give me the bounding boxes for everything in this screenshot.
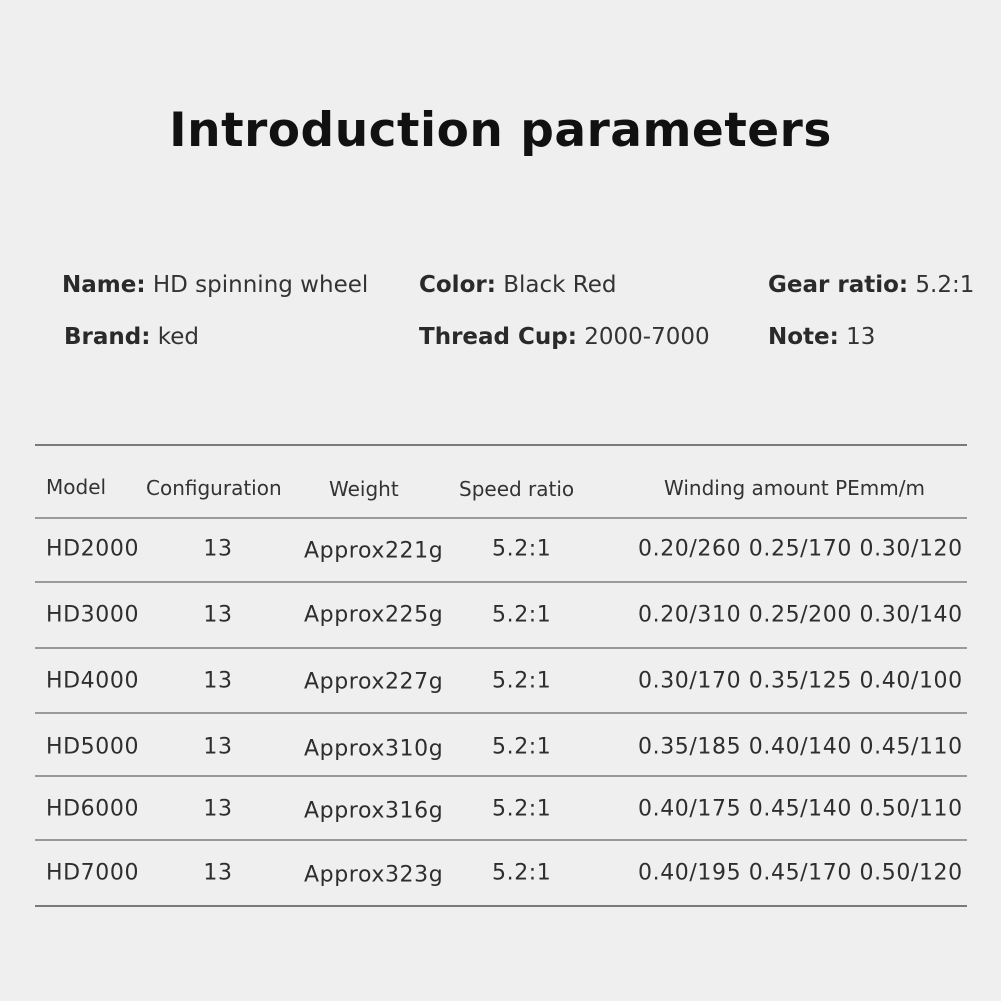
param-thread-cup-value: 2000-7000 (584, 324, 710, 350)
cell-configuration: 13 (203, 734, 233, 760)
cell-configuration: 13 (203, 602, 233, 628)
param-note-key: Note: (768, 324, 839, 350)
cell-configuration: 13 (203, 536, 233, 562)
cell-weight: Approx323g (304, 862, 444, 888)
cell-configuration: 13 (203, 668, 233, 694)
param-gear-ratio-key: Gear ratio: (768, 272, 909, 298)
param-name (62, 272, 368, 298)
param-color (419, 272, 616, 298)
cell-winding-amount: 0.20/310 0.25/200 0.30/140 (638, 602, 963, 628)
cell-winding-amount: 0.30/170 0.35/125 0.40/100 (638, 668, 963, 694)
param-color-key: Color: (419, 272, 496, 298)
cell-model: HD6000 (46, 796, 140, 822)
cell-weight: Approx227g (304, 669, 444, 695)
table-top-rule (35, 444, 967, 446)
param-brand-value: ked (157, 324, 199, 350)
header-weight: Weight (329, 477, 399, 501)
param-thread-cup-key: Thread Cup: (419, 324, 577, 350)
param-brand (64, 324, 199, 350)
cell-model: HD5000 (46, 734, 140, 760)
param-gear-ratio-value: 5.2:1 (915, 272, 975, 298)
cell-speed-ratio: 5.2:1 (492, 734, 552, 760)
table-bottom-rule (35, 905, 967, 907)
header-configuration: Configuration (146, 476, 282, 500)
param-note-value: 13 (846, 324, 876, 350)
cell-weight: Approx221g (304, 538, 444, 564)
header-winding-amount: Winding amount PEmm/m (664, 476, 925, 500)
page-title: Introduction parameters (169, 103, 832, 158)
param-note (768, 324, 875, 350)
table-rule (35, 775, 967, 777)
cell-model: HD7000 (46, 860, 140, 886)
cell-speed-ratio: 5.2:1 (492, 796, 552, 822)
param-gear-ratio (768, 272, 974, 298)
cell-winding-amount: 0.20/260 0.25/170 0.30/120 (638, 536, 963, 562)
header-model: Model (46, 475, 107, 499)
param-brand-key: Brand: (64, 324, 151, 350)
table-rule (35, 647, 967, 649)
cell-speed-ratio: 5.2:1 (492, 602, 552, 628)
cell-weight: Approx316g (304, 798, 444, 824)
cell-configuration: 13 (203, 796, 233, 822)
param-name-key: Name: (62, 272, 146, 298)
table-rule (35, 517, 967, 519)
cell-model: HD4000 (46, 668, 140, 694)
cell-model: HD2000 (46, 536, 140, 562)
cell-weight: Approx310g (304, 736, 444, 762)
cell-speed-ratio: 5.2:1 (492, 668, 552, 694)
cell-winding-amount: 0.40/195 0.45/170 0.50/120 (638, 860, 963, 886)
cell-speed-ratio: 5.2:1 (492, 860, 552, 886)
cell-weight: Approx225g (304, 602, 444, 628)
cell-configuration: 13 (203, 860, 233, 886)
param-name-value: HD spinning wheel (152, 272, 369, 298)
table-rule (35, 839, 967, 841)
cell-winding-amount: 0.40/175 0.45/140 0.50/110 (638, 796, 963, 822)
cell-speed-ratio: 5.2:1 (492, 536, 552, 562)
param-color-value: Black Red (503, 272, 617, 298)
cell-model: HD3000 (46, 602, 140, 628)
cell-winding-amount: 0.35/185 0.40/140 0.45/110 (638, 734, 963, 760)
table-rule (35, 581, 967, 583)
table-rule (35, 712, 967, 714)
header-speed-ratio: Speed ratio (459, 477, 575, 501)
param-thread-cup (419, 324, 710, 350)
